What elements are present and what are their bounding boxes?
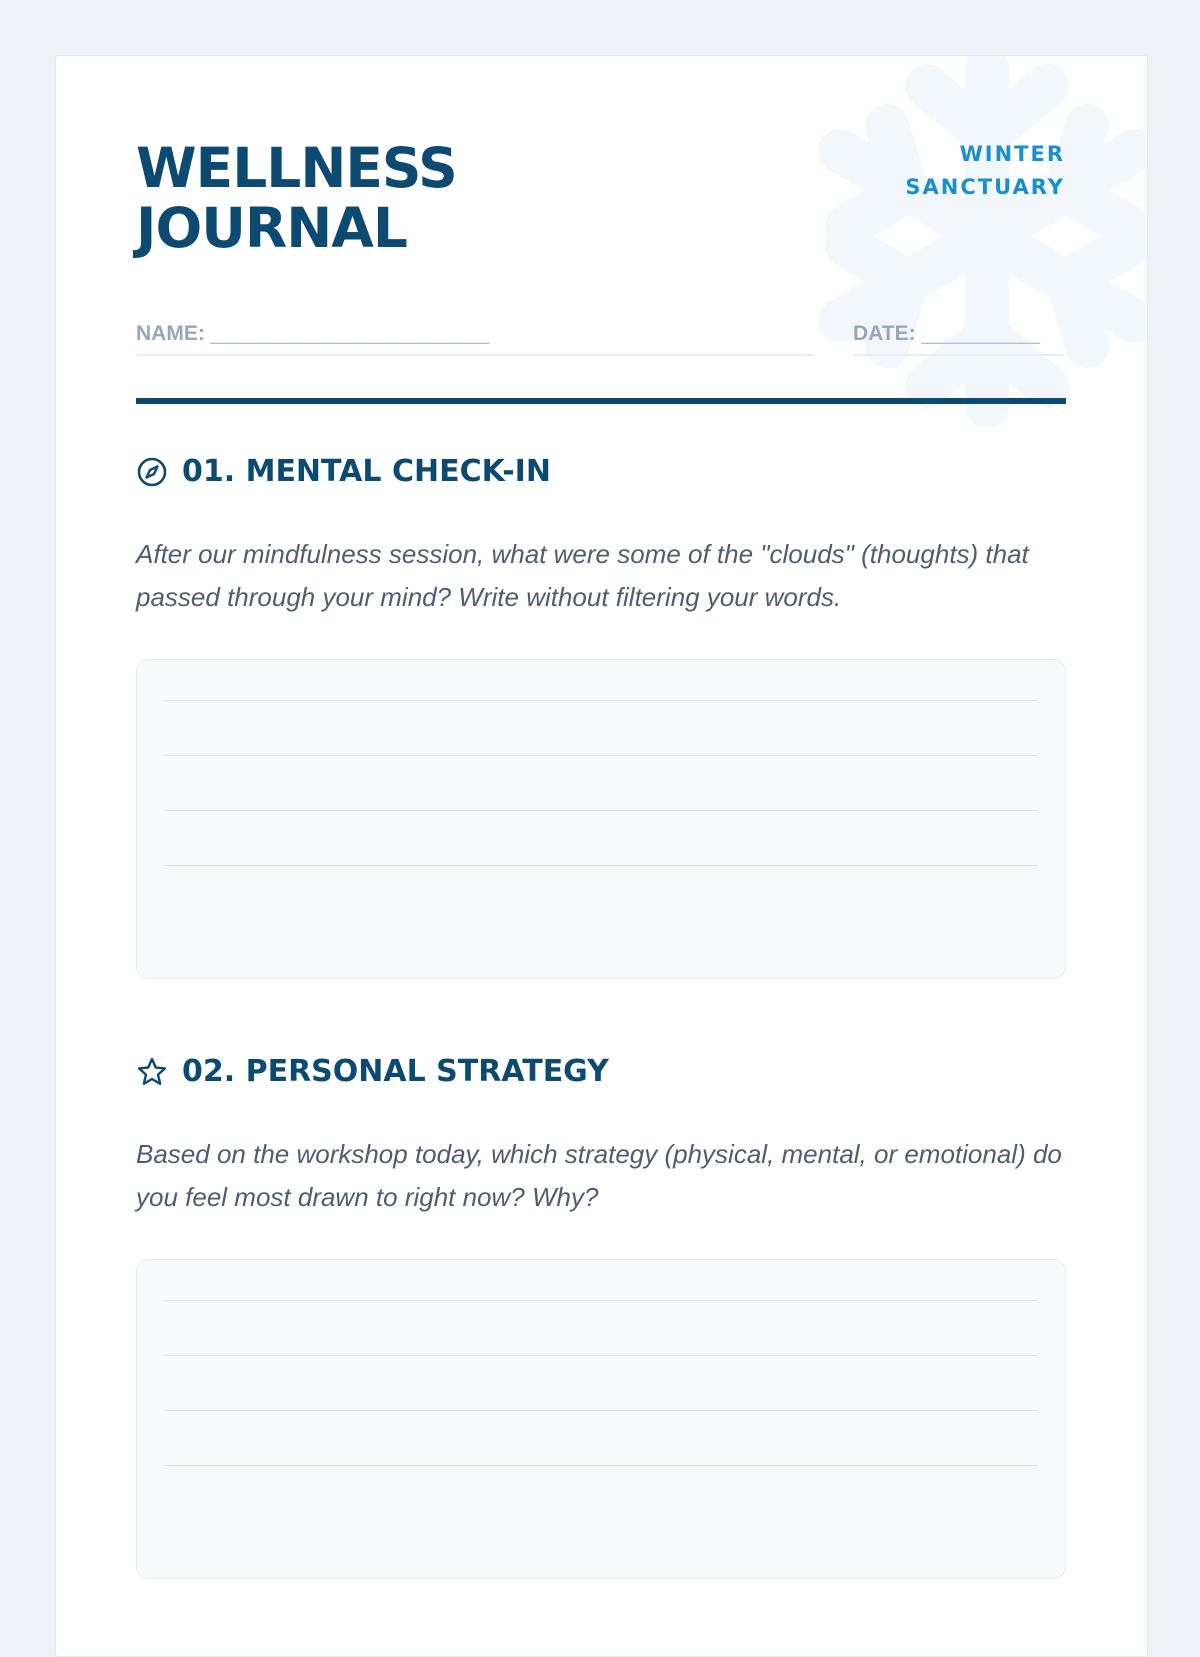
date-blank: ___________ xyxy=(921,322,1039,345)
ruled-line xyxy=(164,700,1038,701)
name-label: NAME: xyxy=(136,322,205,345)
ruled-line xyxy=(164,1465,1038,1466)
answer-area-mental-check-in[interactable] xyxy=(136,659,1066,979)
ruled-line xyxy=(164,755,1038,756)
journal-title xyxy=(136,138,457,258)
name-field[interactable] xyxy=(136,314,814,356)
journal-title-line-2: JOURNAL xyxy=(136,196,407,260)
section-prompt-personal-strategy: Based on the workshop today, which strategy (physical, mental, or emotional) do you feel most drawn to right now? Why? xyxy=(136,1139,1062,1212)
date-field[interactable] xyxy=(853,314,1064,356)
section-heading-text: 01. MENTAL CHECK-IN xyxy=(182,454,551,489)
date-label: DATE: xyxy=(853,322,916,345)
header-divider xyxy=(136,398,1066,404)
section-prompt-mental-check-in: After our mindfulness session, what were some of the "clouds" (thoughts) that passed through your mind? Write without filtering your words. xyxy=(136,539,1029,612)
section-heading-mental-check-in xyxy=(136,454,551,489)
answer-area-personal-strategy[interactable] xyxy=(136,1259,1066,1579)
name-blank: __________________________ xyxy=(210,322,489,345)
journal-title-line-1: WELLNESS xyxy=(136,136,457,200)
tagline xyxy=(905,138,1065,204)
journal-page xyxy=(55,55,1148,1657)
ruled-line xyxy=(164,1300,1038,1301)
tagline-line-2: SANCTUARY xyxy=(905,175,1065,199)
ruled-line xyxy=(164,1355,1038,1356)
snowflake-icon xyxy=(817,55,1148,426)
section-heading-text: 02. PERSONAL STRATEGY xyxy=(182,1054,609,1089)
ruled-line xyxy=(164,810,1038,811)
ruled-line xyxy=(164,865,1038,866)
section-heading-personal-strategy xyxy=(136,1054,609,1089)
ruled-line xyxy=(164,1410,1038,1411)
star-icon xyxy=(136,1056,168,1088)
compass-icon xyxy=(136,456,168,488)
tagline-line-1: WINTER xyxy=(959,142,1065,166)
